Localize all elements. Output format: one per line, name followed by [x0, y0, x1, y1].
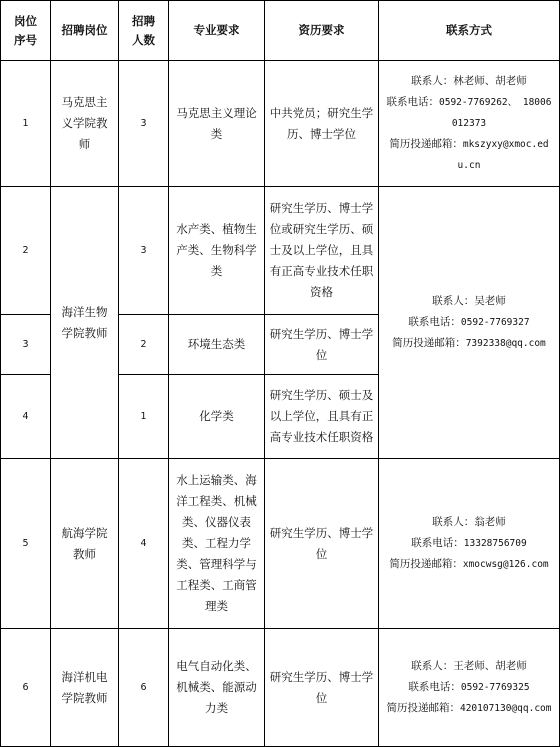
row-6-post: 海洋机电学院教师 — [51, 629, 119, 747]
row-5-count: 4 — [119, 459, 169, 629]
row-3-count: 2 — [119, 315, 169, 375]
row-5-major: 水上运输类、海洋工程类、机械类、仪器仪表类、工程力学类、管理科学与工程类、工商管理类 — [169, 459, 265, 629]
header-qualification: 资历要求 — [265, 0, 379, 61]
marine-contact — [379, 187, 560, 459]
marine-email-label: 简历投递邮箱： — [392, 337, 466, 349]
marine-contact-person: 联系人：吴老师 — [432, 295, 506, 307]
row-4-major: 化学类 — [169, 375, 265, 459]
row-1-major: 马克思主义理论类 — [169, 61, 265, 187]
row-6-no: 6 — [0, 629, 51, 747]
header-count-line1: 招聘 — [132, 13, 155, 28]
row-5-post: 航海学院教师 — [51, 459, 119, 629]
row-4-no: 4 — [0, 375, 51, 459]
header-count-line2: 人数 — [132, 32, 155, 47]
row-1-phone: 0592-7769262、 18006012373 — [439, 97, 552, 129]
marine-post: 海洋生物学院教师 — [51, 187, 119, 459]
header-count — [119, 0, 169, 61]
row-1-qualification: 中共党员；研究生学历、博士学位 — [265, 61, 379, 187]
row-5-contact-person: 联系人：翁老师 — [432, 516, 506, 528]
row-6-contact — [379, 629, 560, 747]
row-2-count: 3 — [119, 187, 169, 315]
row-6-qualification: 研究生学历、博士学位 — [265, 629, 379, 747]
row-2-major: 水产类、植物生产类、生物科学类 — [169, 187, 265, 315]
row-5-phone-label: 联系电话： — [411, 537, 464, 549]
row-3-no: 3 — [0, 315, 51, 375]
marine-phone-label: 联系电话： — [408, 316, 461, 328]
row-6-contact-person: 联系人：王老师、胡老师 — [411, 660, 527, 672]
row-1-contact-person: 联系人：林老师、胡老师 — [411, 75, 527, 87]
row-5-email: xmocwsg@126.com — [462, 559, 549, 570]
row-1-no: 1 — [0, 61, 51, 187]
header-major: 专业要求 — [169, 0, 265, 61]
row-4-count: 1 — [119, 375, 169, 459]
row-1-post: 马克思主义学院教师 — [51, 61, 119, 187]
row-1-count: 3 — [119, 61, 169, 187]
row-5-no: 5 — [0, 459, 51, 629]
row-5-contact — [379, 459, 560, 629]
marine-phone: 0592-7769327 — [460, 317, 530, 328]
row-5-qualification: 研究生学历、博士学位 — [265, 459, 379, 629]
row-6-email: 420107130@qq.com — [459, 703, 552, 714]
header-post-no-line1: 岗位 — [14, 13, 37, 28]
row-3-major: 环境生态类 — [169, 315, 265, 375]
row-5-email-label: 简历投递邮箱： — [389, 558, 463, 570]
header-post-name: 招聘岗位 — [51, 0, 119, 61]
row-3-qualification: 研究生学历、博士学位 — [265, 315, 379, 375]
row-6-phone-label: 联系电话： — [408, 681, 461, 693]
row-6-email-label: 简历投递邮箱： — [386, 702, 460, 714]
header-contact: 联系方式 — [379, 0, 560, 61]
row-6-major: 电气自动化类、机械类、能源动力类 — [169, 629, 265, 747]
row-4-qualification: 研究生学历、硕士及以上学位，且具有正高专业技术任职资格 — [265, 375, 379, 459]
header-post-no — [0, 0, 51, 61]
row-1-contact — [379, 61, 560, 187]
row-1-email: mkszyxy@xmoc.edu.cn — [457, 139, 549, 171]
row-2-qualification: 研究生学历、博士学位或研究生学历、硕士及以上学位，且具有正高专业技术任职资格 — [265, 187, 379, 315]
row-6-phone: 0592-7769325 — [460, 682, 530, 693]
row-1-phone-label: 联系电话： — [386, 96, 440, 108]
row-2-no: 2 — [0, 187, 51, 315]
row-5-phone: 13328756709 — [463, 538, 527, 549]
row-1-email-label: 简历投递邮箱： — [389, 138, 463, 150]
row-6-count: 6 — [119, 629, 169, 747]
marine-email: 7392338@qq.com — [465, 338, 546, 349]
header-post-no-line2: 序号 — [14, 32, 37, 47]
